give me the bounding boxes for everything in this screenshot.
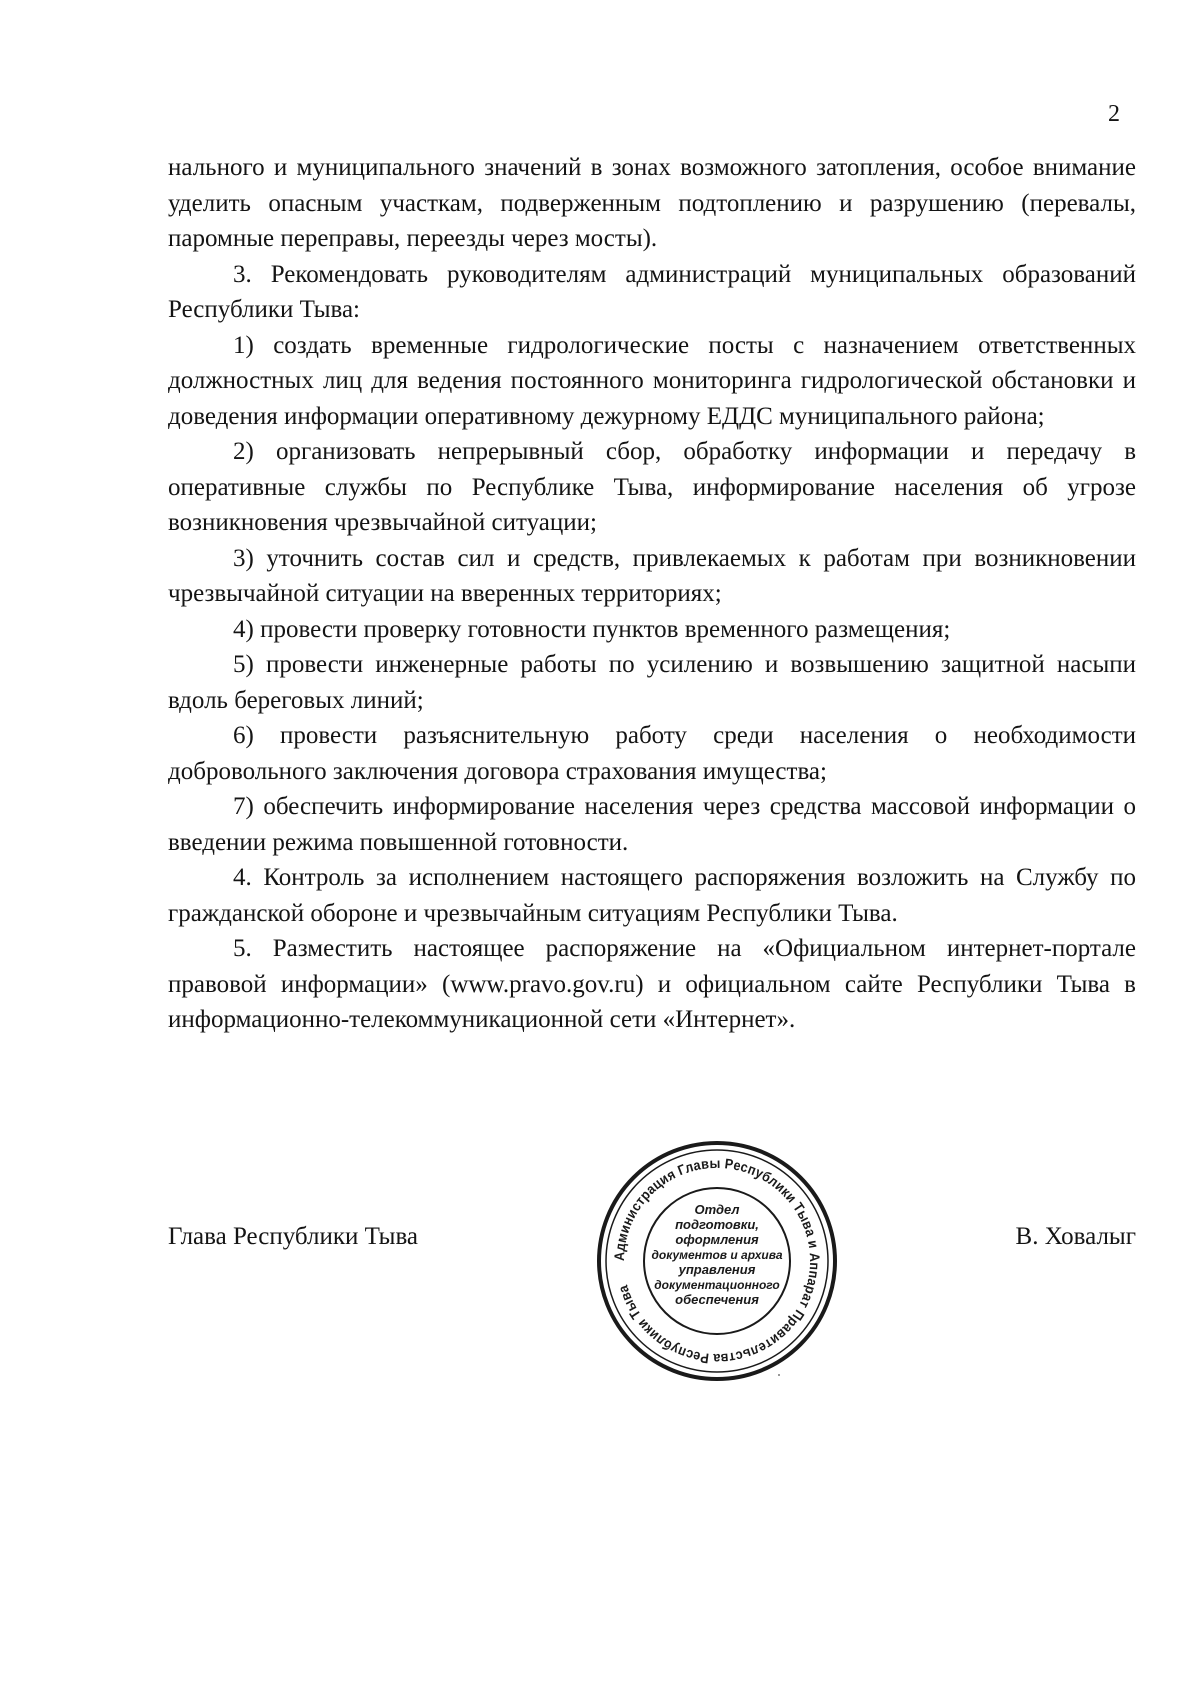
scan-artifact xyxy=(778,1374,780,1376)
paragraph-continuation: нального и муниципального значений в зонах возможного затопления, особое внимание уделить опасным участкам, подверженным подтоплению и разрушению (перевалы, паромные переправы, переезды через мосты). xyxy=(168,154,1136,252)
signatory-position: Глава Республики Тыва xyxy=(168,1223,419,1250)
seal-center-line: обеспечения xyxy=(675,1292,759,1307)
seal-ring-text: Администрация Главы Республики Тыва и Аппарат Правительства Республики Тыва xyxy=(610,1154,824,1368)
paragraph-subitem-6: 6) провести разъяснительную работу среди населения о необходимости добровольного заключения договора страхования имущества; xyxy=(168,722,1136,785)
page-number: 2 xyxy=(1108,101,1120,127)
paragraph-subitem-5: 5) провести инженерные работы по усилению и возвышению защитной насыпи вдоль береговых линий; xyxy=(168,651,1136,714)
signatory-name: В. Ховалыг xyxy=(1015,1223,1136,1250)
document-body xyxy=(168,150,1136,1038)
seal-center-line: оформления xyxy=(675,1232,759,1247)
paragraph-subitem-1: 1) создать временные гидрологические посты с назначением ответственных должностных лиц для ведения постоянного мониторинга гидрологической обстановки и доведения информации оперативному дежурному ЕДДС муниципального района; xyxy=(168,331,1136,430)
seal-center-line: документационного xyxy=(654,1278,780,1292)
official-seal xyxy=(592,1136,842,1386)
paragraph-item-4: 4. Контроль за исполнением настоящего распоряжения возложить на Службу по гражданской обороне и чрезвычайным ситуациям Республики Тыва. xyxy=(168,864,1136,927)
paragraph-subitem-7: 7) обеспечить информирование населения через средства массовой информации о введении режима повышенной готовности. xyxy=(168,793,1136,856)
seal-center-line: Отдел xyxy=(694,1202,740,1217)
paragraph-item-3: 3. Рекомендовать руководителям администраций муниципальных образований Республики Тыва: xyxy=(168,260,1136,323)
seal-center-line: документов и архива xyxy=(651,1248,783,1262)
paragraph-subitem-2: 2) организовать непрерывный сбор, обработку информации и передачу в оперативные службы по Республике Тыва, информирование населения об угрозе возникновения чрезвычайной ситуации; xyxy=(168,438,1136,536)
seal-center-line: управления xyxy=(678,1262,756,1277)
paragraph-subitem-3: 3) уточнить состав сил и средств, привлекаемых к работам при возникновении чрезвычайной ситуации на вверенных территориях; xyxy=(168,544,1136,607)
seal-center-line: подготовки, xyxy=(675,1217,759,1232)
paragraph-item-5: 5. Разместить настоящее распоряжение на «Официальном интернет-портале правовой информации» (www.pravo.gov.ru) и официальном сайте Республики Тыва в информационно-телекоммуникационной сети «Интернет». xyxy=(168,935,1136,1033)
paragraph-subitem-4: 4) провести проверку готовности пунктов временного размещения; xyxy=(233,615,951,643)
